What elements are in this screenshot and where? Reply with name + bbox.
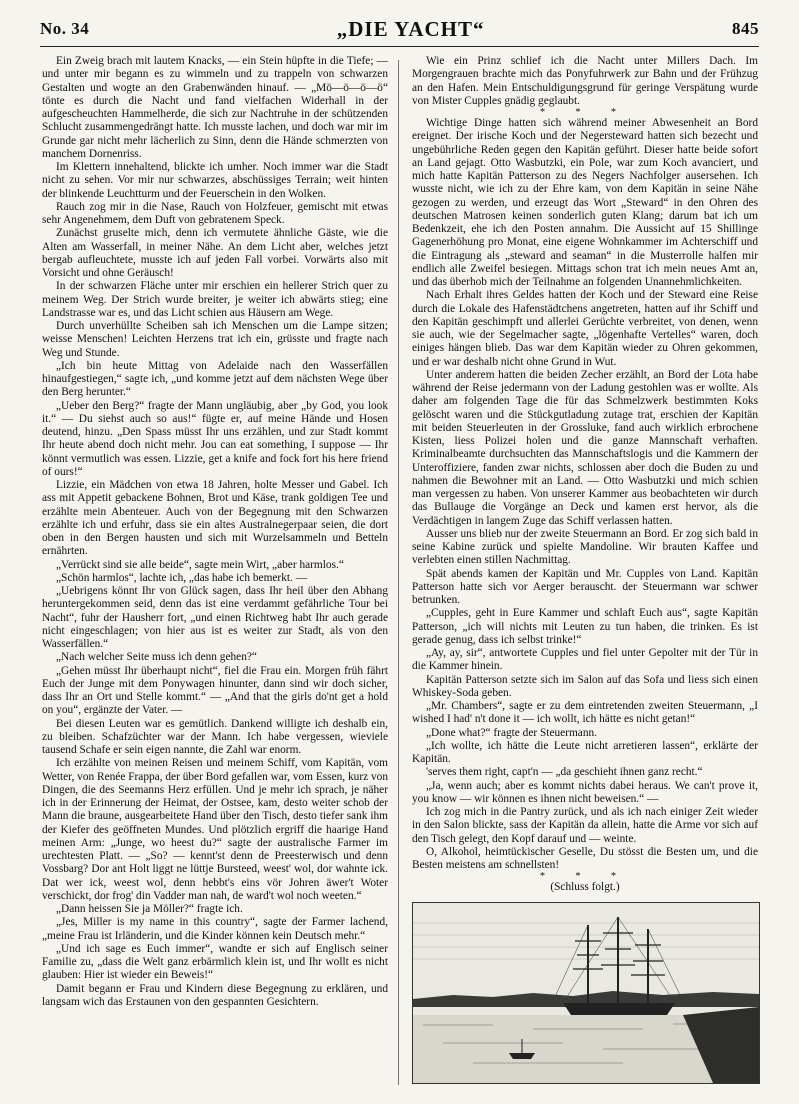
paragraph: Ich zog mich in die Pantry zurück, und als ich nach einiger Zeit wieder in den Salon blickte, sass der Kapitän da allein, hatte die Arme vor sich auf den Tisch gelegt, den Kopf darauf und — weinte.	[412, 806, 758, 845]
paragraph: 'serves them right, capt'n — „da geschieht ihnen ganz recht.“	[426, 766, 703, 779]
paragraph: Zunächst gruselte mich, denn ich vermutete ähnliche Gäste, wie die Alten am Wasserfall, in meiner Nähe. An dem Licht aber, welches jetzt bergab aufleuchtete, musste ich auf jeden Fall vorbei. Vorwärts also mit Vorsicht und ohne Geräusch!	[42, 227, 388, 279]
page-header	[40, 14, 759, 44]
paragraph: In der schwarzen Fläche unter mir erschien ein hellerer Strich quer zu meinem Weg. Der Strich wurde breiter, je weiter ich abwärts stieg; eine Landstrasse war es, und das Licht schien aus Häusern am Wege.	[42, 280, 388, 319]
left-column	[42, 55, 388, 1009]
right-column	[412, 55, 758, 895]
paragraph: „Jes, Miller is my name in this country“, sagte der Farmer lachend, „meine Frau ist Irländerin, und die Kinder können kein Deutsch mehr.“	[42, 916, 388, 942]
paragraph: Wichtige Dinge hatten sich während meiner Abwesenheit an Bord ereignet. Der irische Koch und der Negersteward hatten sich bezecht und ungebührliche Reden gegen den Kapitän geführt. Dieser hatte beide sofort an Land gejagt. Otto Wasbutzki, ein Pole, war zum Koch avanciert, und mich hatte Kapitän Patterson zu des Negers Nachfolger ausersehen. Ich wusste nicht, wie ich zu der Ehre kam, von dem Kapitän in seine Nähe gezogen zu werden, und erzeugt das Wort „Steward“ in den Ohren des deutschen Matrosen keinen sonderlich guten Klang; darum bat ich um Bedenkzeit, ehe ich den Posten annahm. Die Aussicht auf 15 Shillinge Gagenerhöhung pro Monat, eine eigene Wohnkammer im Achterschiff und die Eintragung als „steward and seaman“ in die Musterrolle halfen mir endlich alle Zweifel besiegen. Mittags schon trat ich mein neues Amt an, und das überhob mich der Teilnahme an folgenden Unannehmlichkeiten.	[412, 117, 758, 288]
paragraph: Spät abends kamen der Kapitän und Mr. Cupples von Land. Kapitän Patterson hatte sich vor Aerger berauscht. der Steuermann war schwer betrunken.	[412, 567, 758, 606]
journal-title: „DIE YACHT“	[336, 16, 485, 41]
section-separator: * * *	[540, 107, 630, 118]
header-rule	[40, 46, 759, 47]
paragraph: Ich erzählte von meinen Reisen und meinem Schiff, vom Kapitän, vom Wetter, von Renée Frappa, der über Bord gefallen war, vom Essen, kurz von Dingen, die des Seemanns Herz erfüllen. Und je mehr ich sprach, je näher ich in der Erinnerung der Heimat, der Ostsee, kam, desto weiter schob der Mann die braune, ausgearbeitete Hand über den Tisch, desto tiefer sank ihm der Kiefer des geöffneten Mundes. Und plötzlich ergriff die haarige Hand meinen Arm: „Junge, wo heest du?“ sagte der australische Farmer im urechtesten Platt. — „So? — kennt'st denn de Preesterwisch und denn Vossbarg? Dor ant Holt liggt ne lüttje Bursteed, weest' wol, dor wahnte ick. Dat wer ick, weest wol, denn hebbt's eins vör Johren äwer't Woter verschickt, dor frog' din Vadder man nah, de ward't wol noch weeten.“	[42, 757, 388, 902]
paragraph: Lizzie, ein Mädchen von etwa 18 Jahren, holte Messer und Gabel. Ich ass mit Appetit gebackene Bohnen, Brot und Käse, trank goldigen Tee und erzählte mein Abenteuer. Auch von der Begegnung mit den Schwarzen erzählte ich und erfuhr, dass sie ein altes Australnegerpaar seien, die dort oben in den Bergen hausten und sich mit Wurzelsammeln und Betteln ernährten.	[42, 479, 388, 558]
paragraph: „Schön harmlos“, lachte ich, „das habe ich bemerkt. —	[56, 571, 308, 584]
paragraph: Kapitän Patterson setzte sich im Salon auf das Sofa und liess sich einen Whiskey-Soda geben.	[412, 673, 758, 699]
paragraph: Damit begann er Frau und Kindern diese Begegnung zu erklären, und langsam wich das Erstaunen von den gespannten Gesichtern.	[42, 982, 388, 1008]
paragraph: „Und ich sage es Euch immer“, wandte er sich auf Englisch seiner Familie zu, „dass die Welt ganz erbärmlich klein ist, und Ihr wollt es nicht glauben: Hier ist wieder ein Beweis!“	[42, 942, 388, 982]
paragraph: Durch unverhüllte Scheiben sah ich Menschen um die Lampe sitzen; weisse Menschen! Leichten Herzens trat ich ein, grüsste und fragte nach Weg und Stunde.	[42, 320, 388, 359]
paragraph: Im Klettern innehaltend, blickte ich umher. Noch immer war die Stadt nicht zu sehen. Vor mir nur schwarzes, abschüssiges Terrain; weit hinten der blinkende Leuchtturm und der Feuerschein in den Wolken.	[42, 161, 388, 200]
paragraph: „Verrückt sind sie alle beide“, sagte mein Wirt, „aber harmlos.“	[56, 558, 344, 571]
paragraph: Nach Erhalt ihres Geldes hatten der Koch und der Steward eine Reise durch die Lokale des Hafenstädtchens angetreten, hatten auf ihr Schiff und den Kapitän geschimpft und allerlei Gerüchte verbreitet, von denen, wenn sie auch, wie der Segelmacher sagte, „lögenhafte Vertelles“ waren, doch einiges hängen blieb. Das war dem Kapitän wieder zu Ohren gekommen, und er war deshalb nicht ohne Grund in Wut.	[412, 289, 758, 368]
issue-number: No. 34	[40, 19, 90, 38]
harbor-illustration	[412, 902, 760, 1084]
page-number: 845	[731, 19, 759, 38]
paragraph: Ausser uns blieb nur der zweite Steuermann an Bord. Er zog sich bald in seine Kabine zurück und spielte Mandoline. Wir brauten Kaffee und verlebten einen stillen Nachmittag.	[412, 527, 758, 567]
to-be-continued-note: (Schluss folgt.)	[550, 881, 620, 894]
paragraph: „Ich bin heute Mittag von Adelaide nach den Wasserfällen hinaufgestiegen,“ sagte ich, „und komme jetzt auf dem nächsten Wege über den Berg herunter.“	[42, 359, 388, 399]
paragraph: Bei diesen Leuten war es gemütlich. Dankend willigte ich deshalb ein, zu bleiben. Schafzüchter war der Mann. Ich habe vergessen, wieviele tausend Schafe er sein eigen nannte, die Zahl war enorm.	[42, 717, 388, 756]
paragraph: „Ja, wenn auch; aber es kommt nichts dabei heraus. We can't prove it, you know — wir können es ihnen nicht beweisen.“ —	[412, 779, 758, 805]
paragraph: Unter anderem hatten die beiden Zecher erzählt, an Bord der Lota habe während der Reise jedermann von der Ladung gestohlen was er wollte. Als daher am folgenden Tage die für das Schmelzwerk bestimmten Koks gelöscht waren und die Stückgutladung zutage trat, erschien der Kapitän mit beiden Steuerleuten in der Grossluke, fand auch wirklich erbrochene Kisten, liess Polizei holen und die ganze Mannschaft verhaften. Kriminalbeamte durchsuchten das Mannschaftslogis und die Kammern der Unteroffiziere, fanden zwar nichts, schlossen aber doch die Buden zu und nahmen die Bewohner mit an Land. — Otto Wasbutzki und mich schien man vergessen zu haben. Von unserer Kammer aus beobachteten wir durch das Bullauge die Vorgänge an Deck und kamen erst hervor, als die Verdächtigen in langem Zuge das Schiff verlassen hatten.	[412, 368, 758, 527]
paragraph: „Cupples, geht in Eure Kammer und schlaft Euch aus“, sagte Kapitän Patterson, „ich will nichts mit Leuten zu tun haben, die trinken. Es ist gerade genug, dass ich selbst trinke!“	[412, 607, 758, 646]
paragraph: „Gehen müsst Ihr überhaupt nicht“, fiel die Frau ein. Morgen früh fährt Euch der Junge mit dem Ponywagen hinunter, dann sind wir doch sicher, dass Ihr an Ort und Stelle kommt.“ — „And that the girls do'nt get a hold on you“, ergänzte der Vater. —	[42, 664, 388, 717]
paragraph: „Dann heissen Sie ja Möller?“ fragte ich.	[56, 903, 243, 915]
paragraph: O, Alkohol, heimtückischer Geselle, Du stösst die Besten um, und die Besten meistens am schnellsten!	[412, 845, 758, 871]
paragraph: „Uebrigens könnt Ihr von Glück sagen, dass Ihr heil über den Abhang heruntergekommen seid, denn das ist eine verdammt gefährliche Tour bei Nacht“, fuhr der Hausherr fort, „und einen Richtweg habt Ihr auch gerade nicht eingeschlagen; von hier aus ist es weiter zur Stadt, als von den Wasserfällen.“	[42, 585, 388, 650]
column-divider	[398, 60, 399, 1085]
paragraph: „Nach welcher Seite muss ich denn gehen?“	[56, 651, 257, 664]
paragraph: „Ueber den Berg?“ fragte der Mann ungläubig, aber „by God, you look it.“ — Du siehst auch so aus!“ fügte er, auf meine Hände und Hosen deutend, hinzu. „Den Spass müsst Ihr uns erzählen, und zur Stadt kommt Ihr heute abend doch nicht mehr. Jou can eat something, I suppose — Ihr könnt vermutlich was essen. Lizzie, get a knife and fock fort his here friend of ours!“	[42, 399, 388, 478]
section-separator: * * *	[540, 871, 630, 883]
paragraph: „Ay, ay, sir“, antwortete Cupples und fiel unter Gepolter mit der Tür in die Kammer hinein.	[412, 647, 758, 673]
paragraph: Wie ein Prinz schlief ich die Nacht unter Millers Dach. Im Morgengrauen brachte mich das Ponyfuhrwerk zur Bahn und der Frühzug an den Hafen. Mein Entschuldigungsgrund für geringe Verspätung wurde von Mister Cupples gnädig geglaubt.	[412, 55, 758, 107]
paragraph: „Mr. Chambers“, sagte er zu dem eintretenden zweiten Steuermann, „I wished I had' n't done it — ich wollt, ich hätte es nicht getan!“	[412, 700, 758, 726]
paragraph: „Done what?“ fragte der Steuermann.	[426, 726, 598, 739]
paragraph: Ein Zweig brach mit lautem Knacks, — ein Stein hüpfte in die Tiefe; — und unter mir begann es zu wimmeln und zu trappeln von schwarzen Gestalten und wogte an den Grabenwänden hinauf. — „Mö—ö—ö—ö“ tönte es durch die Nacht und fand vielfachen Widerhall in der aufgescheuchten Hammelherde, die sich zur Nachtruhe in der schützenden Schlucht zusammengedrängt hatte. Ich musste lachen, und doch war mir im Grunde gar nicht mehr lächerlich zu Sinn, denn die Hände schmerzten von manchem Dornenriss.	[42, 55, 388, 160]
paragraph: Rauch zog mir in die Nase, Rauch von Holzfeuer, gemischt mit etwas sehr Angenehmem, dem Duft von gebratenem Speck.	[42, 200, 388, 226]
harbor-ship-drawing	[413, 903, 759, 1083]
paragraph: „Ich wollte, ich hätte die Leute nicht arretieren lassen“, erklärte der Kapitän.	[412, 739, 758, 765]
